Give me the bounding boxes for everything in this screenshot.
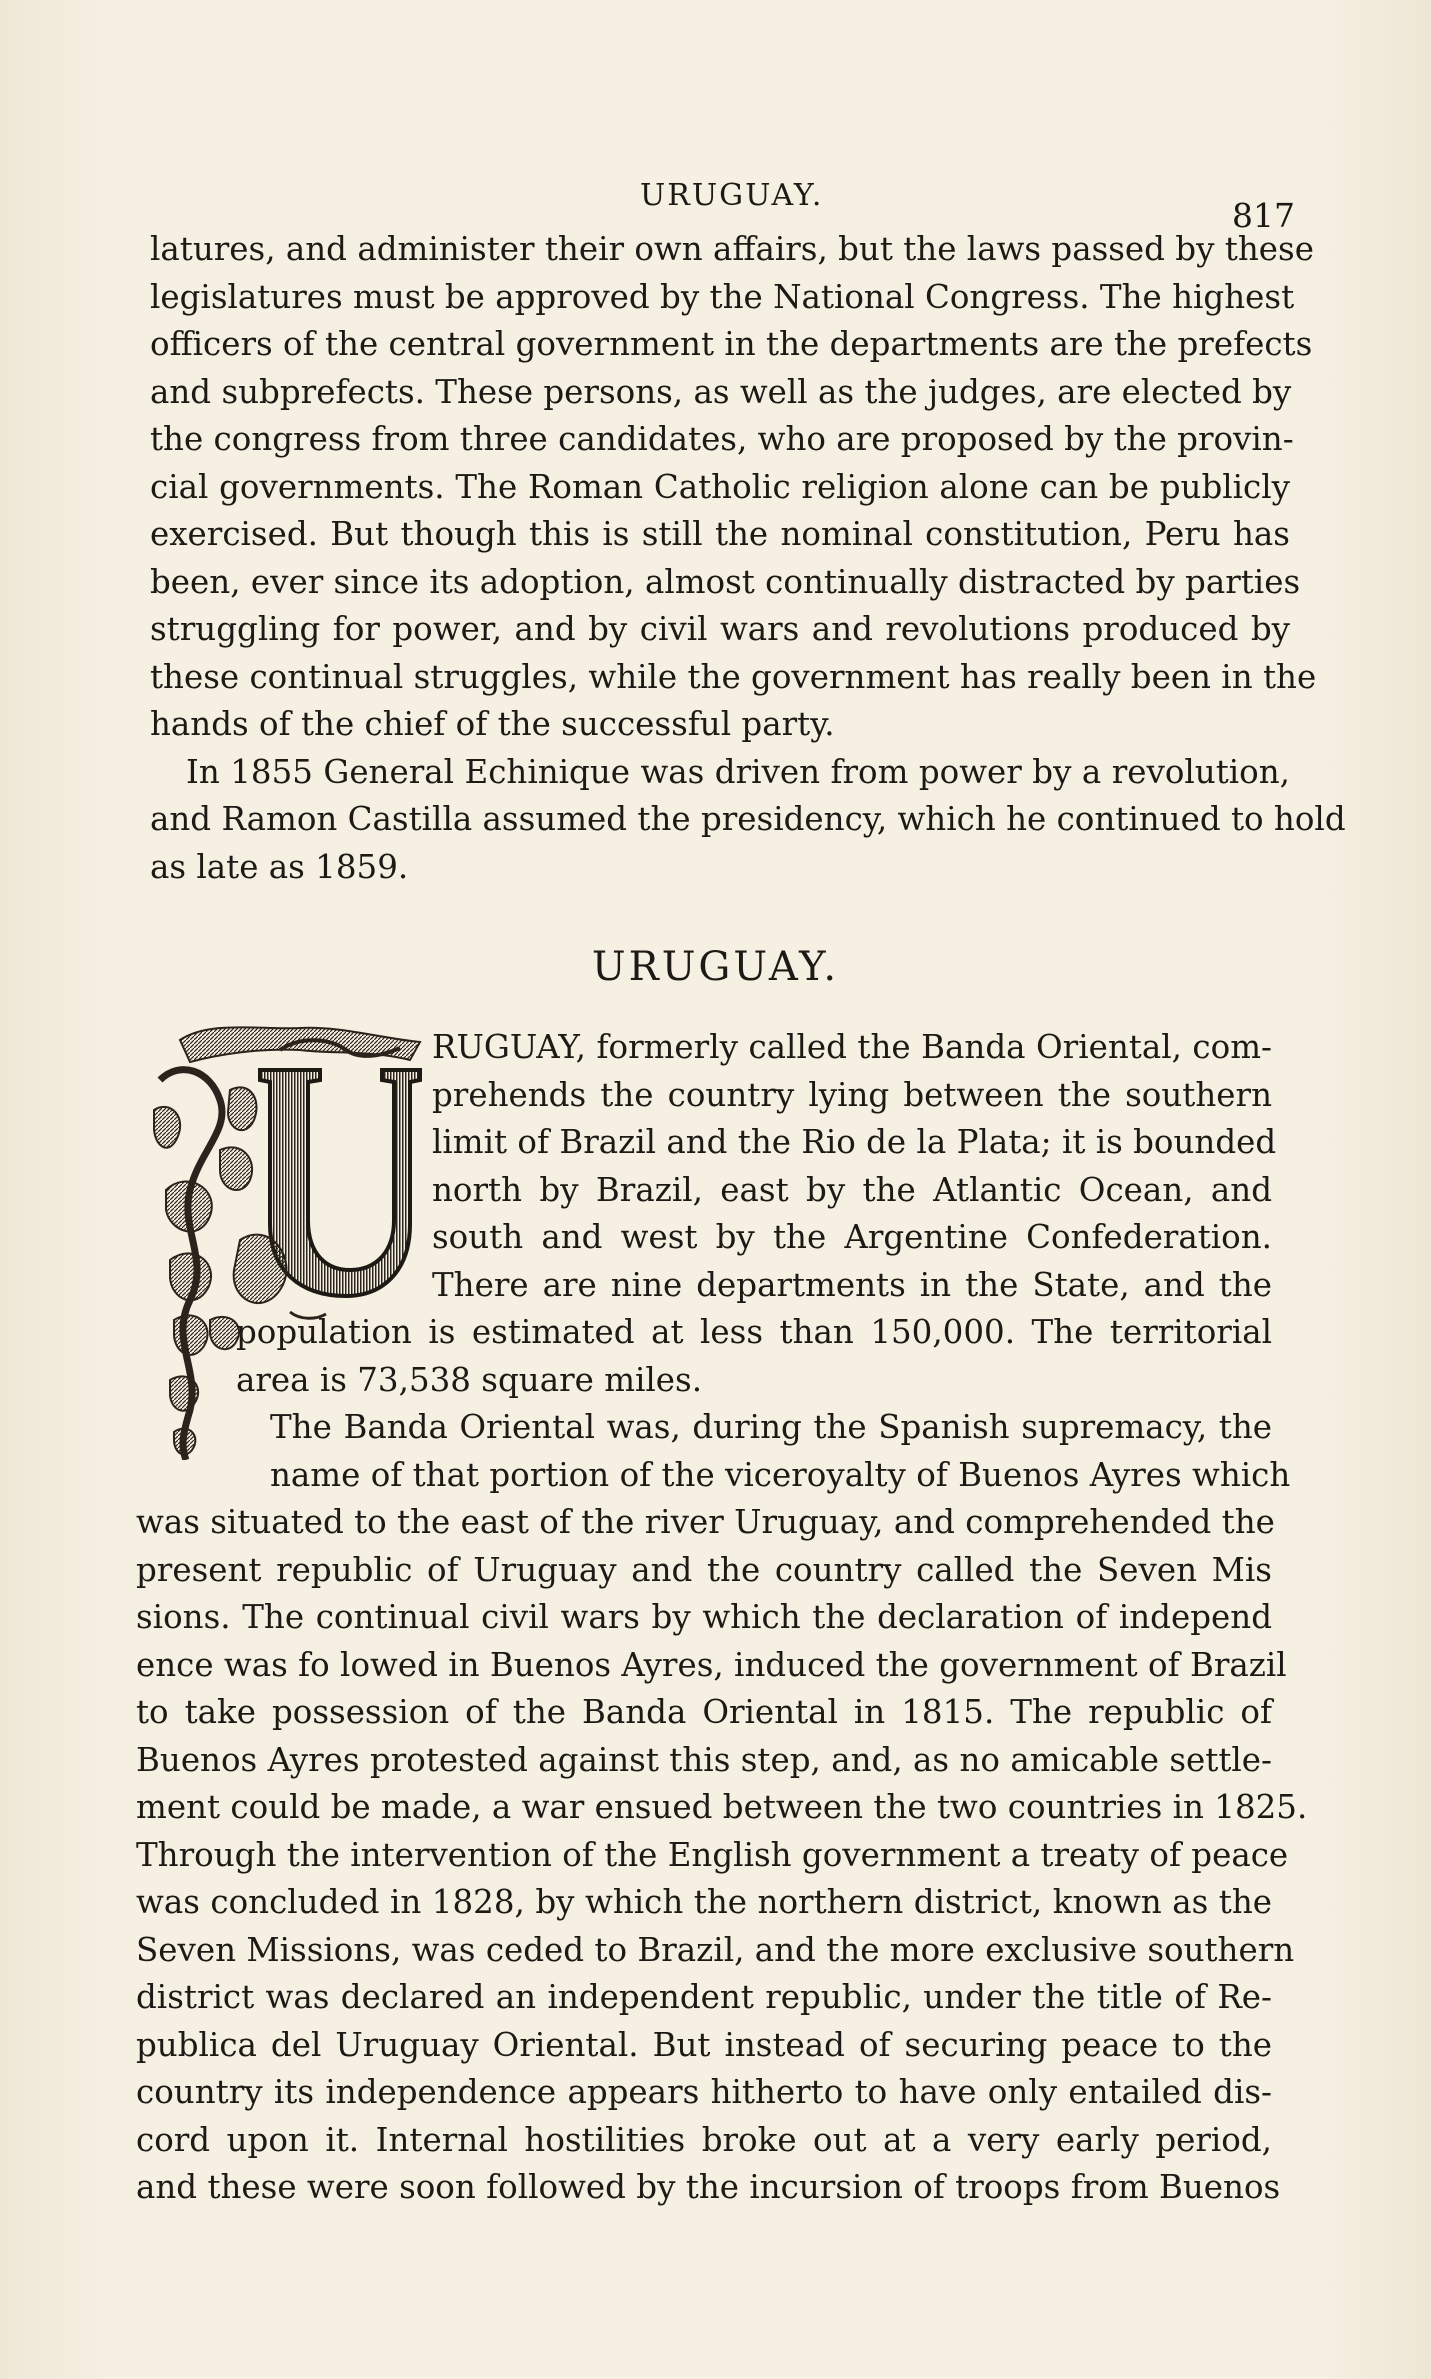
text-line: legislatures must be approved by the National Congress. The highest bbox=[150, 277, 1295, 316]
text-line: cial governments. The Roman Catholic religion alone can be publicly bbox=[150, 467, 1290, 506]
text-line: There are nine departments in the State, and the bbox=[432, 1265, 1272, 1304]
text-line: population is estimated at less than 150,000. The territorial bbox=[236, 1313, 1272, 1351]
text-line: name of that portion of the viceroyalty of Buenos Ayres which bbox=[270, 1455, 1291, 1494]
section-second-paragraph-start bbox=[270, 1404, 1291, 1499]
text-line: been, ever since its adoption, almost continually distracted by parties bbox=[150, 562, 1301, 601]
text-line: as late as 1859. bbox=[150, 847, 409, 886]
text-line: latures, and administer their own affairs, but the laws passed by these bbox=[150, 230, 1314, 268]
text-line: cord upon it. Internal hostilities broke out at a very early period, bbox=[136, 2120, 1272, 2159]
text-line: RUGUAY, formerly called the Banda Oriental, com- bbox=[432, 1028, 1272, 1066]
text-line: and Ramon Castilla assumed the presidency, which he continued to hold bbox=[150, 800, 1346, 838]
text-line: Buenos Ayres protested against this step, and, as no amicable settle- bbox=[136, 1740, 1272, 1779]
text-line: the congress from three candidates, who are proposed by the provin- bbox=[150, 420, 1294, 458]
text-line: In 1855 General Echinique was driven from power by a revolution, bbox=[186, 752, 1290, 791]
text-line: ence was fo lowed in Buenos Ayres, induced the government of Brazil bbox=[136, 1645, 1287, 1684]
text-line: north by Brazil, east by the Atlantic Ocean, and bbox=[432, 1170, 1272, 1209]
text-line: area is 73,538 square miles. bbox=[236, 1360, 703, 1399]
text-line: south and west by the Argentine Confederation. bbox=[432, 1218, 1272, 1256]
text-line: and these were soon followed by the incursion of troops from Buenos bbox=[136, 2168, 1281, 2206]
text-line: present republic of Uruguay and the country called the Seven Mis bbox=[136, 1550, 1272, 1589]
top-paragraph-block bbox=[150, 226, 1346, 891]
text-line: limit of Brazil and the Rio de la Plata; it is bounded bbox=[432, 1123, 1277, 1161]
text-line: Seven Missions, was ceded to Brazil, and the more exclusive southern bbox=[136, 1930, 1295, 1969]
section-title: URUGUAY. bbox=[591, 944, 840, 990]
text-line: hands of the chief of the successful party. bbox=[150, 705, 835, 743]
text-line: officers of the central government in the departments are the prefects bbox=[150, 325, 1313, 363]
text-line: country its independence appears hitherto to have only entailed dis- bbox=[136, 2073, 1272, 2111]
text-line: district was declared an independent republic, under the title of Re- bbox=[136, 1978, 1272, 2016]
text-line: these continual struggles, while the government has really been in the bbox=[150, 657, 1317, 696]
text-line: The Banda Oriental was, during the Spanish supremacy, the bbox=[270, 1408, 1272, 1446]
text-line: to take possession of the Banda Oriental in 1815. The republic of bbox=[136, 1693, 1272, 1731]
section-intro-narrow bbox=[432, 1024, 1277, 1309]
text-line: publica del Uruguay Oriental. But instead of securing peace to the bbox=[136, 2025, 1272, 2064]
text-line: was concluded in 1828, by which the northern district, known as the bbox=[136, 1883, 1272, 1921]
text-line: Through the intervention of the English government a treaty of peace bbox=[136, 1835, 1289, 1874]
text-line: ment could be made, a war ensued between the two countries in 1825. bbox=[136, 1788, 1308, 1826]
text-line: exercised. But though this is still the nominal constitution, Peru has bbox=[150, 515, 1290, 553]
text-line: sions. The continual civil wars by which the declaration of independ bbox=[136, 1598, 1272, 1636]
text-line: prehends the country lying between the southern bbox=[432, 1075, 1272, 1114]
page-number: 817 bbox=[1232, 196, 1295, 235]
text-line: struggling for power, and by civil wars and revolutions produced by bbox=[150, 610, 1290, 648]
section-body bbox=[136, 1499, 1308, 2212]
section-intro-wide bbox=[236, 1309, 1272, 1404]
running-title: URUGUAY. bbox=[640, 178, 824, 213]
text-line: was situated to the east of the river Uruguay, and comprehended the bbox=[136, 1503, 1275, 1541]
text-line: and subprefects. These persons, as well as the judges, are elected by bbox=[150, 372, 1292, 411]
